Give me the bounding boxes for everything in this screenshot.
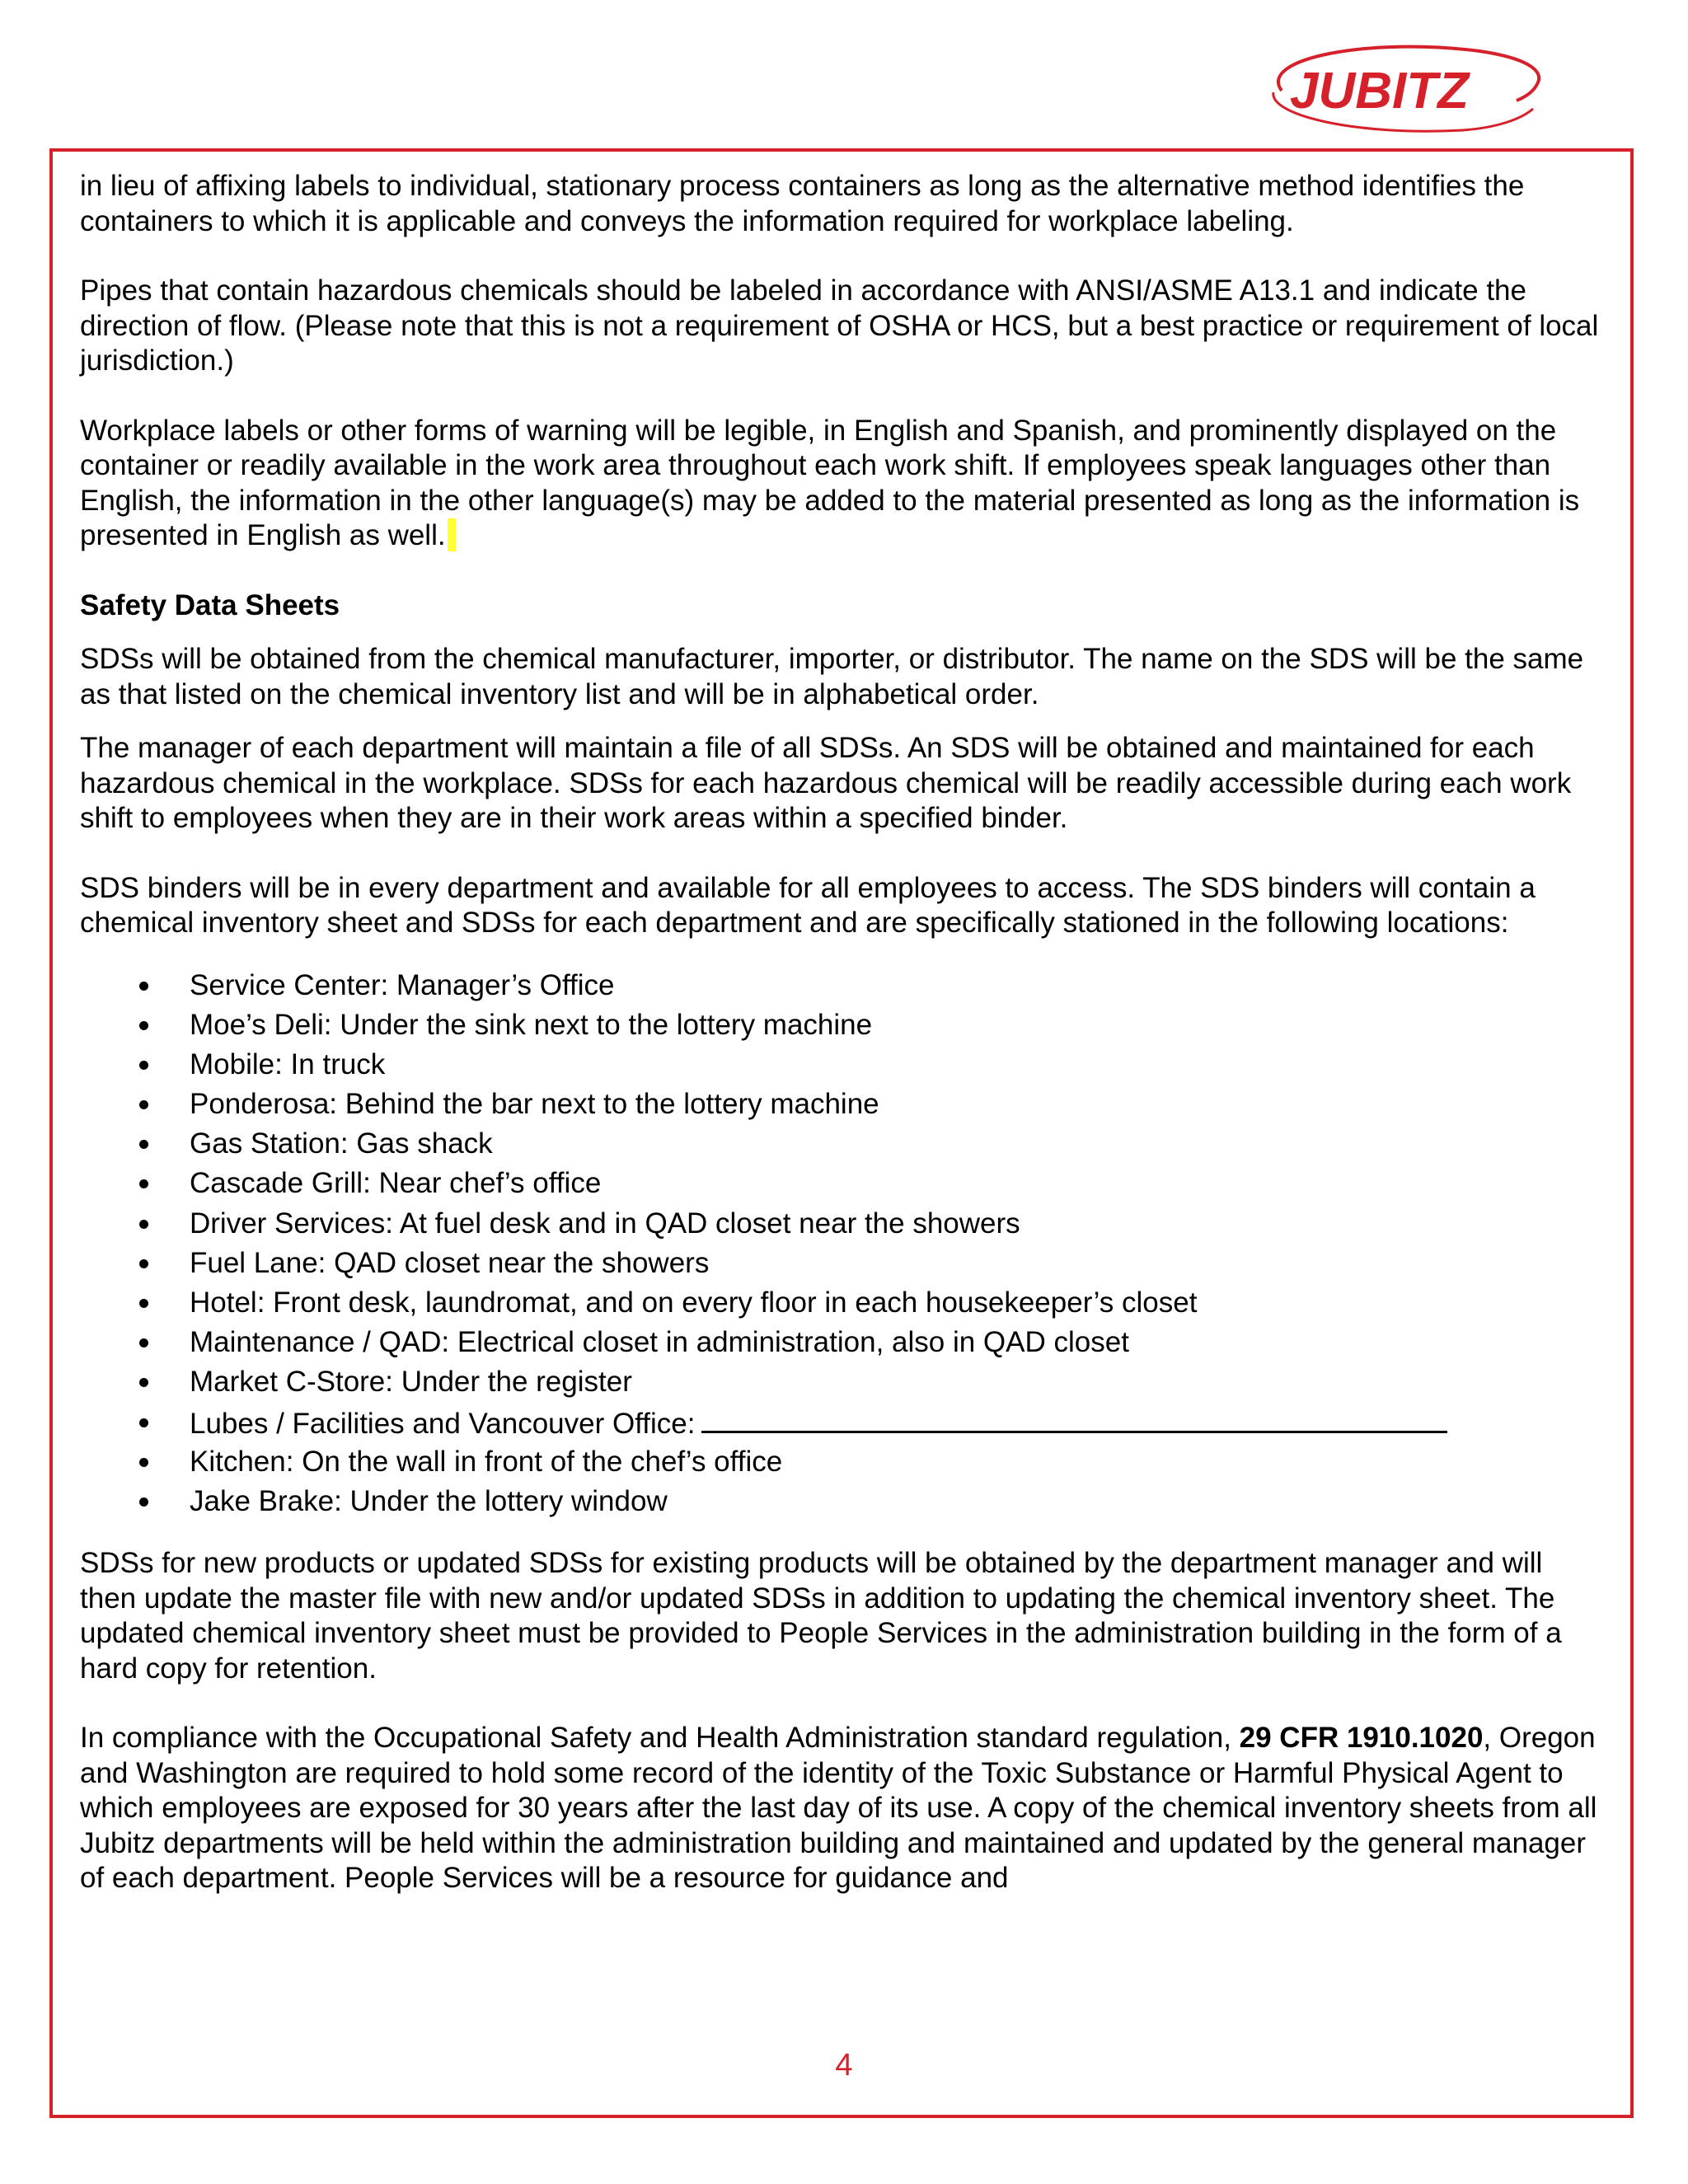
location-text: Mobile: In truck [190, 1047, 386, 1080]
bullet-icon [139, 1378, 148, 1387]
bullet-icon [139, 1061, 148, 1070]
bullet-icon [139, 1140, 148, 1149]
paragraph-sds-binders: SDS binders will be in every department and available for all employees to access. The SDS binders will contain a chemical inventory sheet and SDSs for each department and are specifically stationed in the following locations: [80, 871, 1536, 939]
location-text: Service Center: Manager’s Office [190, 968, 615, 1001]
sds-locations-list [80, 966, 1605, 1522]
document-body [80, 169, 1605, 1896]
logo-wordmark: JUBITZ [1290, 63, 1469, 120]
list-item [80, 1442, 1605, 1482]
list-item [80, 1403, 1605, 1442]
location-text: Jake Brake: Under the lottery window [190, 1484, 668, 1517]
fill-in-blank-line [701, 1403, 1447, 1433]
list-item [80, 1085, 1605, 1124]
location-text: Cascade Grill: Near chef’s office [190, 1167, 602, 1200]
paragraph-sds-obtained: SDSs will be obtained from the chemical manufacturer, importer, or distributor. The name on the SDS will be the same as that listed on the chemical inventory list and will be in alphabetical order. [80, 643, 1584, 710]
paragraph-pipes: Pipes that contain hazardous chemicals should be labeled in accordance with ANSI/ASME A13.1 and indicate the direction of flow. (Please note that this is not a requirement of OSHA or HCS, but a best practice or requirement of local jurisdiction.) [80, 274, 1599, 377]
list-item [80, 1482, 1605, 1521]
location-text: Driver Services: At fuel desk and in QAD closet near the showers [190, 1207, 1020, 1240]
location-text: Kitchen: On the wall in front of the chef’s office [190, 1445, 783, 1478]
bullet-icon [139, 1220, 148, 1229]
list-item [80, 1204, 1605, 1244]
list-item [80, 1164, 1605, 1203]
page-number: 4 [835, 2048, 853, 2083]
paragraph-workplace-labels [80, 414, 1605, 554]
location-text: Lubes / Facilities and Vancouver Office: [190, 1407, 696, 1440]
paragraph-compliance [80, 1721, 1605, 1896]
location-text: Ponderosa: Behind the bar next to the lottery machine [190, 1088, 879, 1121]
bullet-icon [139, 1100, 148, 1109]
bullet-icon [139, 1418, 148, 1427]
regulation-reference: 29 CFR 1910.1020 [1239, 1722, 1484, 1755]
location-text: Hotel: Front desk, laundromat, and on every floor in each housekeeper’s closet [190, 1286, 1198, 1319]
paragraph-workplace-labels-text: Workplace labels or other forms of warning will be legible, in English and Spanish, and prominently displayed on the container or readily available in the work area throughout each work shift. If employees speak languages other than English, the information in the other language(s) may be added to the material presented as long as the information is presented in English as well. [80, 414, 1580, 551]
location-text: Gas Station: Gas shack [190, 1127, 493, 1160]
bullet-icon [139, 1259, 148, 1268]
list-item [80, 966, 1605, 1005]
compliance-text-start: In compliance with the Occupational Safety and Health Administration standard regulation, [80, 1722, 1240, 1755]
list-item [80, 1045, 1605, 1085]
location-text: Fuel Lane: QAD closet near the showers [190, 1246, 710, 1279]
paragraph-container-labeling: in lieu of affixing labels to individual, stationary process containers as long as the alternative method identifies the containers to which it is applicable and conveys the information required for workplace labeling. [80, 170, 1525, 237]
bullet-icon [139, 1458, 148, 1467]
paragraph-sds-updates: SDSs for new products or updated SDSs for existing products will be obtained by the department manager and will then update the master file with new and/or updated SDSs in addition to updating the chemical inventory sheet. The updated chemical inventory sheet must be provided to People Services in the administration building in the form of a hard copy for retention. [80, 1547, 1562, 1685]
location-text: Moe’s Deli: Under the sink next to the lottery machine [190, 1008, 873, 1041]
section-heading-safety-data-sheets: Safety Data Sheets [80, 588, 340, 621]
bullet-icon [139, 1299, 148, 1308]
jubitz-logo-icon [1249, 33, 1554, 148]
location-text: Market C-Store: Under the register [190, 1366, 632, 1399]
list-item [80, 1323, 1605, 1362]
bullet-icon [139, 1338, 148, 1347]
bullet-icon [139, 982, 148, 991]
bullet-icon [139, 1021, 148, 1030]
jubitz-logo [1249, 33, 1554, 148]
list-item [80, 1362, 1605, 1402]
compliance-text-end: , Oregon and Washington are required to hold some record of the identity of the Toxic Substance or Harmful Physical Agent to which employees are exposed for 30 years after the last day of its use. A copy of the chemical inventory sheets from all Jubitz departments will be held within the administration building and maintained and updated by the general manager of each department. People Services will be a resource for guidance and [80, 1722, 1597, 1895]
list-item [80, 1124, 1605, 1164]
list-item [80, 1244, 1605, 1283]
bullet-icon [139, 1497, 148, 1507]
list-item [80, 1005, 1605, 1045]
highlight-mark [448, 518, 456, 551]
location-text: Maintenance / QAD: Electrical closet in administration, also in QAD closet [190, 1326, 1129, 1359]
list-item [80, 1283, 1605, 1323]
bullet-icon [139, 1179, 148, 1188]
paragraph-manager-file: The manager of each department will maintain a file of all SDSs. An SDS will be obtained and maintained for each hazardous chemical in the workplace. SDSs for each hazardous chemical will be readily accessible during each work shift to employees when they are in their work areas within a specified binder. [80, 732, 1572, 834]
